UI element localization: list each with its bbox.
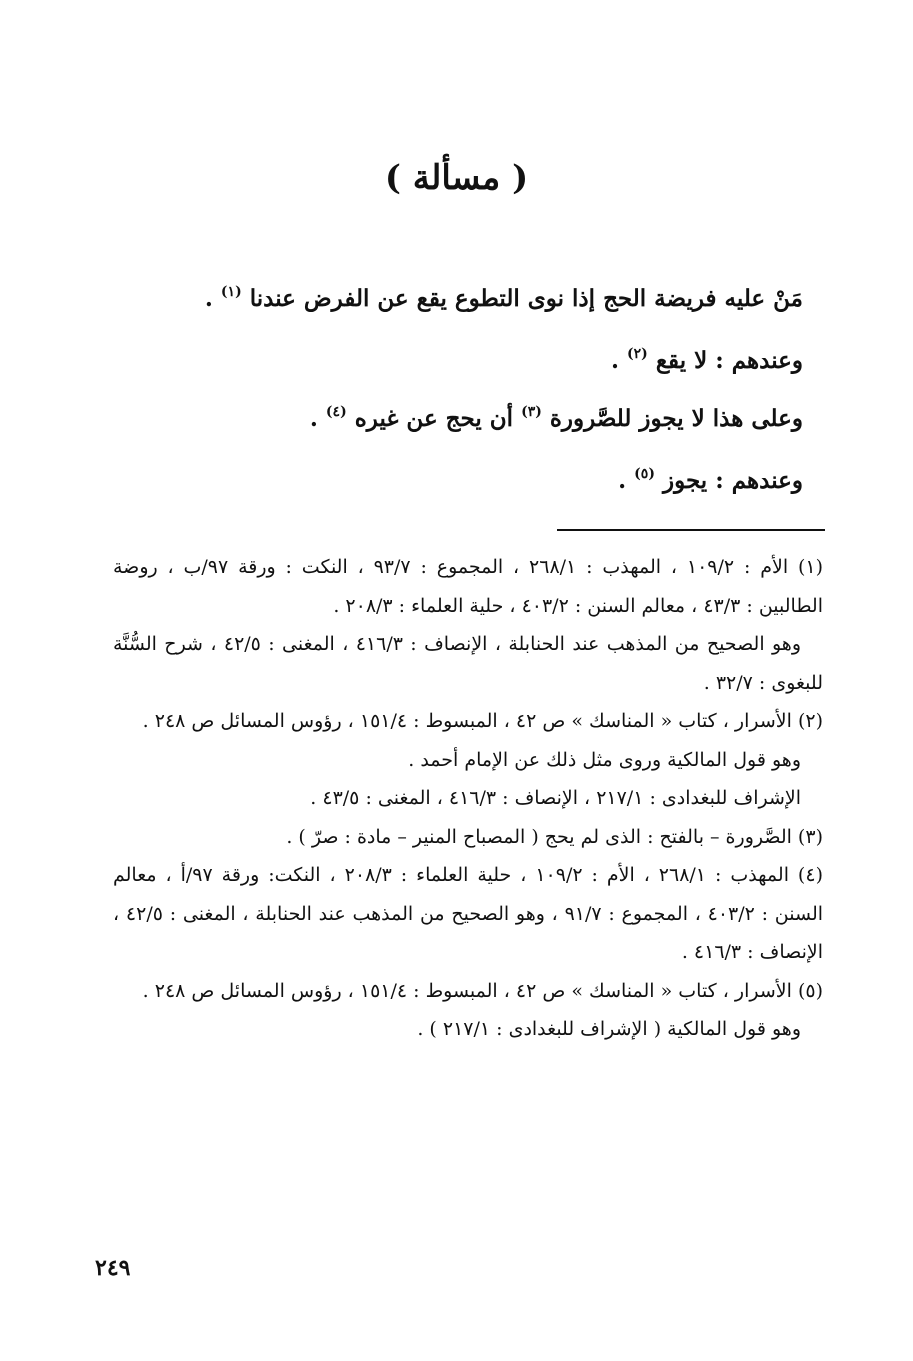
main-line-1 [103, 284, 803, 312]
footnote-ref-4: (٤) [325, 404, 347, 420]
footnote-1-continuation: وهو الصحيح من المذهب عند الحنابلة ، الإنصاف : ٤١٦/٣ ، المغنى : ٤٢/٥ ، شرح السُّنَّة للبغوى : ٣٢/٧ . [113, 633, 823, 694]
main-line-4-end: . [618, 467, 627, 494]
main-line-2-text: وعندهم : لا يقع [655, 347, 803, 374]
footnote-5: (٥) الأسرار ، كتاب « المناسك » ص ٤٢ ، المبسوط : ١٥١/٤ ، رؤوس المسائل ص ٢٤٨ . [142, 979, 823, 1002]
footnote-3: (٣) الصَّرورة – بالفتح : الذى لم يحج ( المصباح المنير – مادة : صرّ ) . [286, 825, 823, 848]
main-line-1-text: مَنْ عليه فريضة الحج إذا نوى التطوع يقع عن الفرض عندنا [249, 285, 803, 312]
footnote-4: (٤) المهذب : ٢٦٨/١ ، الأم : ١٠٩/٢ ، حلية العلماء : ٢٠٨/٣ ، النكت: ورقة ٩٧/أ ، معالم السنن : ٤٠٣/٢ ، المجموع : ٩١/٧ ، وهو الصحيح من المذهب عند الحنابلة ، المغنى : ٤٢/٥ ، الإنصاف : ٤١٦/٣ . [113, 864, 824, 963]
footnote-5-continuation: وهو قول المالكية ( الإشراف للبغدادى : ٢١٧/١ ) . [417, 1018, 801, 1040]
footnote-ref-5: (٥) [634, 466, 655, 482]
footnotes [113, 548, 823, 1049]
main-line-2-end: . [610, 347, 619, 374]
main-line-1-end: . [204, 285, 213, 312]
footnote-2-continuation-b: الإشراف للبغدادى : ٢١٧/١ ، الإنصاف : ٤١٦/٣ ، المغنى : ٤٣/٥ . [310, 787, 801, 809]
footnote-ref-1: (١) [220, 284, 242, 300]
footnote-1: (١) الأم : ١٠٩/٢ ، المهذب : ٢٦٨/١ ، المجموع : ٩٣/٧ ، النكت : ورقة ٩٧/ب ، روضة الطالبين : ٤٣/٣ ، معالم السنن : ٤٠٣/٢ ، حلية العلماء : ٢٠٨/٣ . [113, 556, 823, 617]
footnote-2: (٢) الأسرار ، كتاب « المناسك » ص ٤٢ ، المبسوط : ١٥١/٤ ، رؤوس المسائل ص ٢٤٨ . [142, 710, 823, 732]
footnote-2-continuation-a: وهو قول المالكية وروى مثل ذلك عن الإمام أحمد . [408, 748, 801, 771]
page-number: ٢٤٩ [95, 1255, 131, 1281]
main-line-3-end: . [309, 405, 318, 432]
footnote-ref-2: (٢) [627, 346, 648, 362]
main-line-3 [103, 404, 803, 432]
main-line-3-text-a: وعلى هذا لا يجوز للصَّرورة [549, 405, 803, 432]
main-line-3-text-b: أن يحج عن غيره [354, 405, 514, 432]
main-line-4-text: وعندهم : يجوز [662, 467, 803, 494]
page-title: ( مسألة ) [384, 158, 529, 198]
footnote-separator [557, 529, 825, 531]
footnote-ref-3: (٣) [521, 404, 542, 420]
main-line-4 [103, 466, 803, 494]
main-line-2 [103, 346, 803, 374]
